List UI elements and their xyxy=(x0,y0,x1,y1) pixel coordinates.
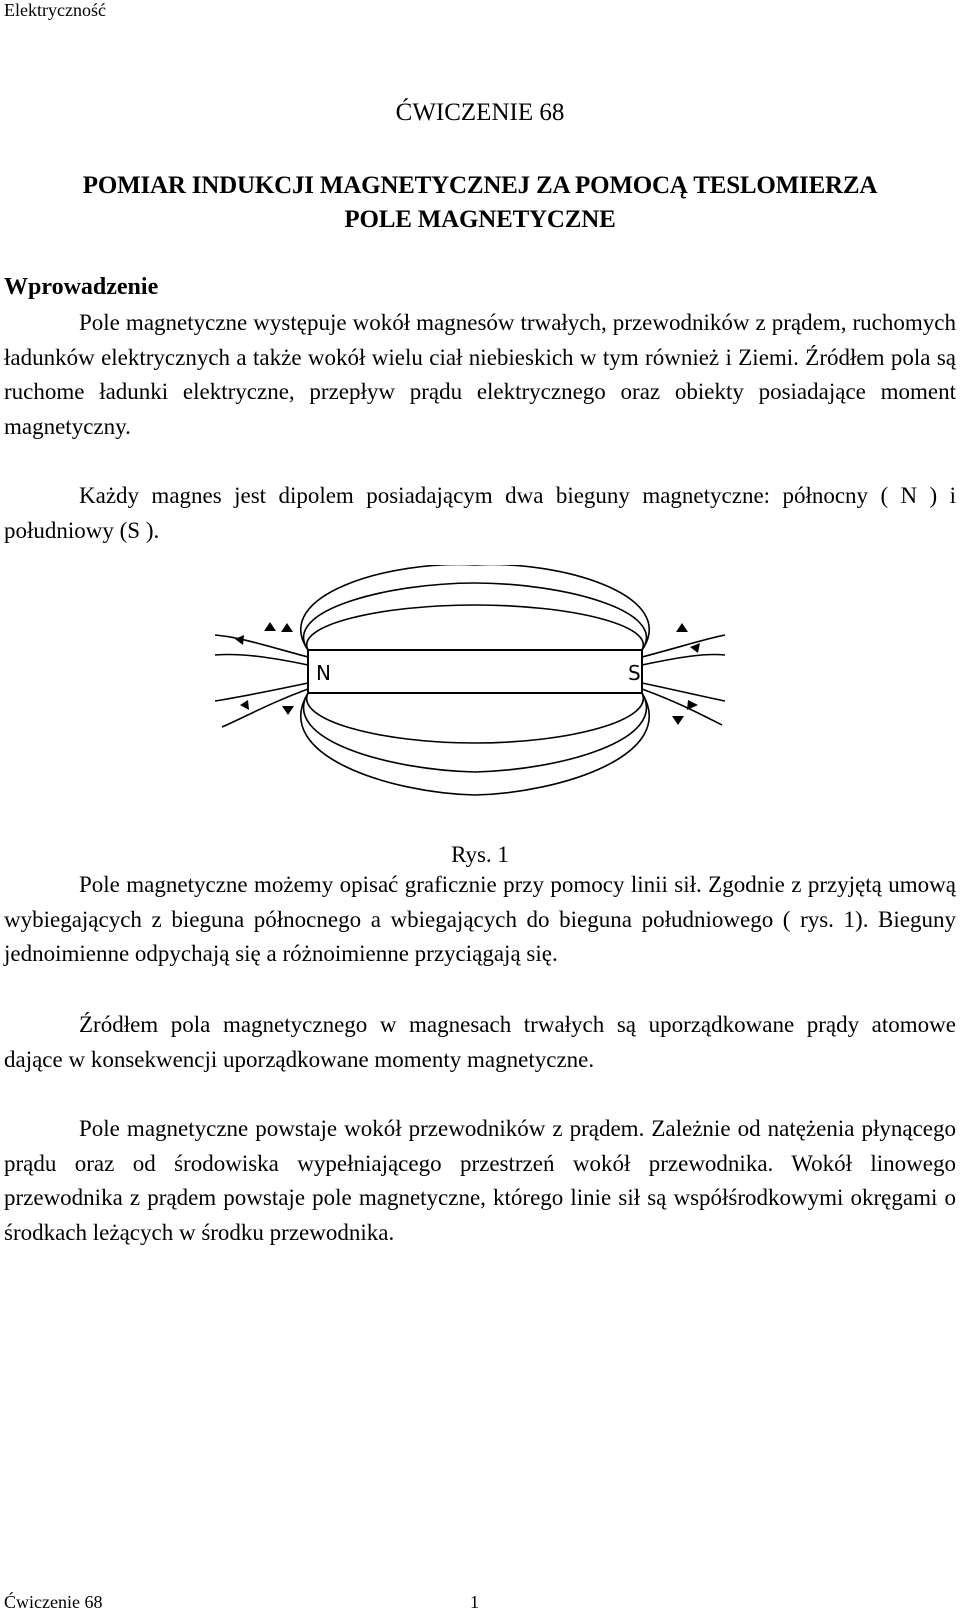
magnet-field-diagram xyxy=(210,565,730,815)
south-pole-label: S xyxy=(628,661,641,685)
paragraph-dipole: Każdy magnes jest dipolem posiadającym dwa bieguny magnetyczne: północny ( N ) i południowy (S ). xyxy=(4,483,956,543)
section-heading: Wprowadzenie xyxy=(4,274,159,300)
arrow-top-inner-right xyxy=(676,623,688,632)
arrow-right-lower xyxy=(687,700,698,710)
arrow-left-upper xyxy=(235,635,244,645)
arrow-top-outer xyxy=(264,622,276,631)
field-line-n-left-1 xyxy=(215,635,308,657)
paragraph-field-source: Źródłem pola magnetycznego w magnesach trwałych są uporządkowane prądy atomowe dające w konsekwencji uporządkowane momenty magnetyczne. xyxy=(4,1012,956,1072)
field-line-bottom-outer xyxy=(301,693,649,795)
paragraph-intro: Pole magnetyczne występuje wokół magnesów trwałych, przewodników z prądem, ruchomych ładunków elektrycznych a także wokół wielu ciał niebieskich w tym również i Ziemi. Źródłem pola są ruchome ładunki elektryczne, przepływ prądu elektrycznego oraz obiekty posiadające moment magnetyczny. xyxy=(4,310,956,439)
field-line-n-left-2 xyxy=(215,654,308,665)
field-line-n-left-3 xyxy=(215,683,308,701)
field-line-top-inner xyxy=(307,605,644,650)
paragraph-conductor: Pole magnetyczne powstaje wokół przewodników z prądem. Zależnie od natężenia płynącego prądu oraz od środowiska wypełniającego przestrzeń wokół przewodnika. Wokół linowego przewodnika z prądem powstaje pole magnetyczne, którego linie sił są współśrodkowymi okręgami o środkach leżących w środku przewodnika. xyxy=(4,1116,956,1245)
field-line-n-left-4 xyxy=(222,689,308,727)
exercise-number: ĆWICZENIE 68 xyxy=(395,99,565,126)
field-line-top-outer xyxy=(301,565,649,650)
arrow-right-upper xyxy=(690,643,700,653)
field-line-s-right-2 xyxy=(642,654,725,665)
arrow-top-mid xyxy=(281,623,293,632)
bar-magnet xyxy=(308,650,642,693)
document-title-line2: POLE MAGNETYCZNE xyxy=(344,206,616,233)
field-line-s-right-4 xyxy=(642,689,722,725)
north-pole-label: N xyxy=(316,661,331,685)
footer-page-number: 1 xyxy=(470,1592,479,1612)
document-title-line1: POMIAR INDUKCJI MAGNETYCZNEJ ZA POMOCĄ TESLOMIERZA xyxy=(82,172,878,199)
footer-exercise-label: Ćwiczenie 68 xyxy=(4,1592,103,1612)
field-line-s-right-3 xyxy=(642,683,725,701)
magnet-field-figure xyxy=(210,565,730,815)
figure-caption: Rys. 1 xyxy=(451,842,509,867)
running-header: Elektryczność xyxy=(4,0,106,20)
arrow-left-lower xyxy=(240,700,249,710)
field-line-bottom-mid xyxy=(304,693,647,772)
arrow-bottom-left xyxy=(282,706,294,715)
field-line-s-right-1 xyxy=(642,635,725,657)
paragraph-field-lines: Pole magnetyczne możemy opisać graficznie przy pomocy linii sił. Zgodnie z przyjętą umową wybiegających z bieguna północnego a wbiegających do bieguna południowego ( rys. 1). Bieguny jednoimienne odpychają się a różnoimienne przyciągają się. xyxy=(4,872,956,966)
arrow-bottom-right xyxy=(672,716,684,725)
field-line-bottom-inner xyxy=(307,693,644,743)
